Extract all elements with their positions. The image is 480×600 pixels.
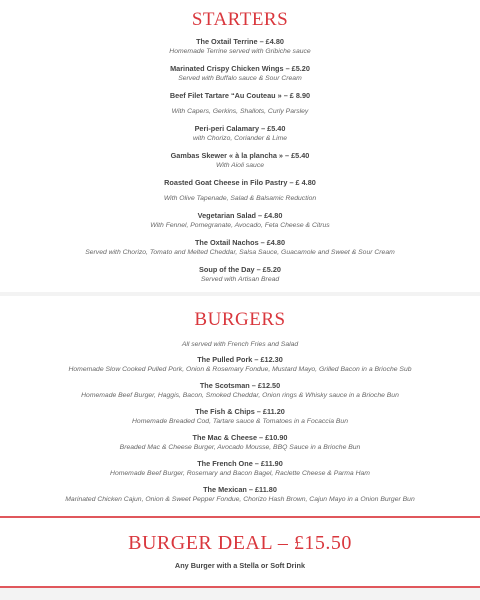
item-name: Roasted Goat Cheese in Filo Pastry – £ 4.80 <box>164 178 316 187</box>
item-description: Homemade Beef Burger, Haggis, Bacon, Smoked Cheddar, Onion rings & Whisky sauce in a Brioche Bun <box>81 392 399 399</box>
item-name: The Scotsman – £12.50 <box>199 381 281 390</box>
menu-item <box>0 211 480 231</box>
menu-item <box>0 124 480 144</box>
item-description: With Aioli sauce <box>215 162 265 169</box>
item-name: The Oxtail Terrine – £4.80 <box>196 37 284 46</box>
menu-item <box>0 265 480 285</box>
item-name: The Mexican – £11.80 <box>203 485 277 494</box>
menu-item <box>0 485 480 505</box>
menu-item <box>0 433 480 453</box>
menu-item <box>0 355 480 375</box>
item-name: Marinated Crispy Chicken Wings – £5.20 <box>170 64 310 73</box>
item-description: Homemade Terrine served with Gribiche sauce <box>169 48 311 55</box>
burger-deal-description: Any Burger with a Stella or Soft Drink <box>174 561 306 570</box>
item-name: Peri-peri Calamary – £5.40 <box>194 124 286 133</box>
item-name: Soup of the Day – £5.20 <box>199 265 281 274</box>
item-description: Marinated Chicken Cajun, Onion & Sweet Pepper Fondue, Chorizo Hash Brown, Cajun Mayo in a Onion Burger Bun <box>65 496 415 503</box>
item-name: The Fish & Chips – £11.20 <box>195 407 285 416</box>
burger-deal-heading: BURGER DEAL – £15.50 <box>128 532 352 554</box>
menu-item <box>0 459 480 479</box>
item-description: With Fennel, Pomegranate, Avocado, Feta Cheese & Citrus <box>150 222 330 229</box>
item-name: Vegetarian Salad – £4.80 <box>197 211 283 220</box>
menu-item <box>0 178 480 204</box>
burger-deal-section <box>0 518 480 586</box>
item-description: Served with Buffalo sauce & Sour Cream <box>178 75 302 82</box>
menu-item <box>0 64 480 84</box>
item-name: The Pulled Pork – £12.30 <box>197 355 283 364</box>
item-description: Breaded Mac & Cheese Burger, Avocado Mousse, BBQ Sauce in a Brioche Bun <box>119 444 361 451</box>
item-name: The French One – £11.90 <box>197 459 283 468</box>
item-description: Homemade Beef Burger, Rosemary and Bacon Bagel, Raclette Cheese & Parma Ham <box>110 470 370 477</box>
menu-item <box>0 37 480 57</box>
burgers-section <box>0 296 480 516</box>
starters-heading: STARTERS <box>191 9 289 30</box>
menu-item <box>0 151 480 171</box>
menu-item <box>0 91 480 117</box>
menu-item <box>0 407 480 427</box>
item-description: With Olive Tapenade, Salad & Balsamic Reduction <box>163 195 317 202</box>
item-name: The Oxtail Nachos – £4.80 <box>194 238 286 247</box>
item-description: Served with Chorizo, Tomato and Melted Cheddar, Salsa Sauce, Guacamole and Sweet & Sour Cream <box>85 249 395 256</box>
item-description: with Chorizo, Coriander & Lime <box>192 135 288 142</box>
item-description: Homemade Slow Cooked Pulled Pork, Onion & Rosemary Fondue, Mustard Mayo, Grilled Bacon in a Brioche Sub <box>68 366 412 373</box>
divider-line <box>0 586 480 588</box>
item-description: Homemade Breaded Cod, Tartare sauce & Tomatoes in a Focaccia Bun <box>132 418 348 425</box>
burgers-heading: BURGERS <box>194 309 286 330</box>
item-description: Served with Artisan Bread <box>200 276 280 283</box>
item-name: The Mac & Cheese – £10.90 <box>192 433 288 442</box>
burgers-note: All served with French Fries and Salad <box>181 341 299 348</box>
menu-item <box>0 238 480 258</box>
starters-section <box>0 0 480 292</box>
burger-deal-item <box>0 561 480 571</box>
menu-item <box>0 381 480 401</box>
item-name: Gambas Skewer « à la plancha » – £5.40 <box>170 151 310 160</box>
item-name: Beef Filet Tartare “Au Couteau » – £ 8.90 <box>169 91 311 100</box>
item-description: With Capers, Gerkins, Shallots, Curly Parsley <box>171 108 309 115</box>
